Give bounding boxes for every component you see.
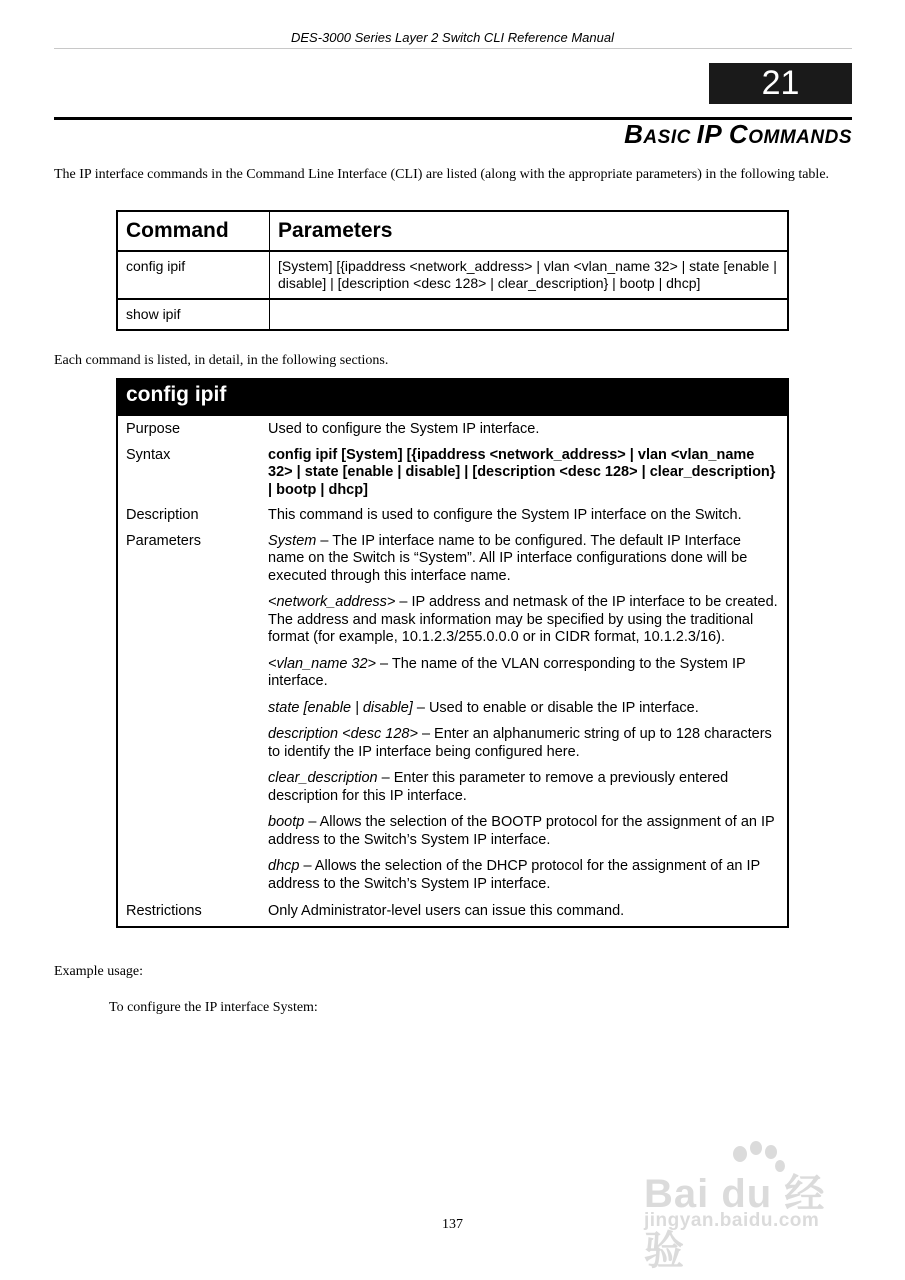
parameter-item [268, 814, 779, 849]
running-header: DES-3000 Series Layer 2 Switch CLI Reference Manual [291, 30, 614, 45]
parameter-name: state [enable | disable] [268, 699, 413, 716]
parameter-text: – Used to enable or disable the IP interface. [412, 699, 699, 716]
parameters-value [260, 530, 788, 901]
syntax-row [117, 444, 788, 505]
parameter-item [268, 726, 779, 761]
parameter-item [268, 594, 779, 647]
syntax-value: config ipif [System] [{ipaddress <network_address> | vlan <vlan_name 32> | state [enable | disable] | [description <desc 128> | clear_description} | bootp | dhcp] [268, 446, 776, 498]
page-number: 137 [442, 1217, 463, 1232]
parameter-name: bootp [268, 814, 305, 830]
parameter-text: – IP address and netmask of the IP interface to be created. The address and mask information may be specified by using the traditional format (for example, 10.1.2.3/255.0.0.0 or in CIDR format, 10.1.2.3/16). [268, 594, 778, 645]
table-row [117, 299, 788, 330]
parameter-text: – The IP interface name to be configured. The default IP Interface name on the Switch is “System”. All IP interface configurations done will be executed through this interface name. [268, 532, 748, 584]
command-table [116, 210, 789, 331]
parameter-name: System [268, 532, 317, 549]
parameter-text: – Enter this parameter to remove a previously entered description for this IP interface. [268, 770, 729, 804]
table-row [117, 251, 788, 299]
parameter-item [268, 656, 779, 691]
parameter-text: – Allows the selection of the BOOTP protocol for the assignment of an IP address to the Switch’s System IP interface. [268, 814, 775, 848]
parameter-name: <network_address> [268, 594, 396, 610]
parameter-name: <vlan_name 32> [268, 655, 377, 672]
sections-note: Each command is listed, in detail, in the following sections. [54, 353, 389, 368]
parameter-name: clear_description [268, 770, 378, 786]
description-row [117, 504, 788, 530]
example-label: Example usage: [54, 964, 144, 979]
chapter-title-asic: ASIC [643, 127, 697, 148]
detail-header-row [117, 379, 788, 416]
parameter-item [268, 533, 779, 586]
parameter-name: dhcp [268, 858, 300, 874]
chapter-number-box: 21 [709, 63, 852, 104]
parameters-cell: [System] [{ipaddress <network_address> | vlan <vlan_name 32> | state [enable | disable] | [description <desc 128> | clear_description} | bootp | dhcp] [270, 251, 789, 299]
parameters-row [117, 530, 788, 901]
parameters-label: Parameters [126, 532, 201, 549]
parameter-item [268, 770, 779, 805]
chapter-title [624, 119, 852, 150]
parameter-name: description <desc 128> [268, 726, 418, 742]
intro-paragraph: The IP interface commands in the Command Line Interface (CLI) are listed (along with the appropriate parameters) in the following table. [54, 167, 830, 182]
column-header-command: Command [117, 211, 270, 251]
purpose-label: Purpose [126, 421, 181, 437]
command-cell: config ipif [117, 251, 270, 299]
parameter-item [268, 700, 779, 718]
purpose-value: Used to configure the System IP interface. [268, 421, 540, 437]
parameter-text: – The name of the VLAN corresponding to the System IP interface. [268, 655, 746, 689]
description-value: This command is used to configure the System IP interface on the Switch. [268, 507, 742, 523]
parameter-text: – Enter an alphanumeric string of up to 128 characters to identify the IP interface being configured here. [268, 726, 772, 760]
restrictions-value: Only Administrator-level users can issue this command. [268, 903, 625, 919]
parameter-text: – Allows the selection of the DHCP protocol for the assignment of an IP address to the Switch’s System IP interface. [268, 858, 760, 892]
watermark-logo-text: Bai du 经验 [644, 1172, 826, 1273]
chapter-title-b: B [624, 119, 644, 149]
detail-title: config ipif [117, 379, 788, 416]
restrictions-row [117, 900, 788, 927]
command-detail-table [116, 378, 789, 928]
purpose-row [117, 416, 788, 444]
chapter-title-ommands: OMMANDS [748, 127, 852, 148]
command-table-header [117, 211, 788, 251]
column-header-parameters: Parameters [270, 211, 789, 251]
command-cell: show ipif [117, 299, 270, 330]
restrictions-label: Restrictions [126, 903, 202, 919]
header-divider [54, 48, 852, 49]
parameter-item [268, 858, 779, 893]
chapter-title-ipc: IP C [696, 119, 749, 149]
parameters-cell [270, 299, 789, 330]
watermark-url: jingyan.baidu.com [644, 1210, 820, 1231]
description-label: Description [126, 507, 199, 523]
syntax-label: Syntax [126, 446, 171, 463]
example-text: To configure the IP interface System: [109, 1000, 318, 1015]
